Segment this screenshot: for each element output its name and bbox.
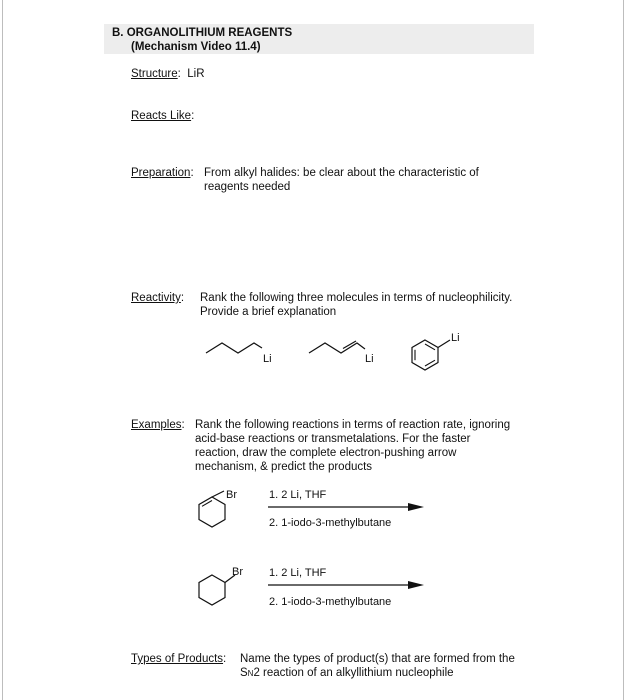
section-title: B. ORGANOLITHIUM REAGENTS [112,27,293,39]
butyl-chain [206,343,262,353]
preparation-label-row: Preparation: [131,167,194,179]
reaction-1-arrowhead [408,503,424,511]
reaction-2-step-2: 2. 1-iodo-3-methylbutane [269,596,392,608]
butyllithium-li-label: Li [263,353,272,365]
molecule-butenyllithium [305,335,385,375]
reaction-1-arrow [268,502,428,512]
butenyllithium-li-label: Li [365,353,374,365]
cyclohexene-ring [199,497,225,527]
reacts-like-label: Reacts Like [131,110,192,122]
structure-value: LiR [187,68,205,80]
preparation-label: Preparation [131,167,191,179]
types-of-products-text-2 [240,666,454,681]
reaction-2-substrate [190,563,260,613]
phenyllithium-li-label: Li [451,332,460,344]
reactivity-label-row: Reactivity: [131,292,185,304]
preparation-text-1: From alkyl halides: be clear about the characteristic of [204,167,479,179]
butenyl-chain [309,343,365,353]
structure-row: Structure: LiR [131,68,205,80]
types-of-products-label-row: Types of Products: [131,653,227,665]
reaction-2-step-1: 1. 2 Li, THF [269,567,327,579]
reaction-2-br-label: Br [232,566,243,578]
sn2-subscript-n: N [247,669,254,678]
examples-text-2: acid-base reactions or transmetalations. For the faster [195,433,471,445]
sn2-rest: 2 reaction of an alkyllithium nucleophile [253,667,454,679]
reaction-2-arrowhead [408,581,424,589]
phenyl-li-bond [438,340,450,348]
cyclohexane-ring [199,575,225,605]
preparation-text-2: reagents needed [204,181,291,193]
reacts-like-row: Reacts Like: [131,110,195,122]
examples-text-3: reaction, draw the complete electron-pushing arrow [195,447,457,459]
examples-text-1: Rank the following reactions in terms of reaction rate, ignoring [195,419,511,431]
reaction-2-arrow [268,580,428,590]
molecule-phenyllithium [405,328,475,376]
structure-label: Structure [131,68,178,80]
examples-label: Examples [131,419,182,431]
examples-text-4: mechanism, & predict the products [195,461,373,473]
section-subtitle: (Mechanism Video 11.4) [131,41,261,53]
reaction-1-step-1: 1. 2 Li, THF [269,489,327,501]
molecule-butyllithium [200,335,280,375]
types-of-products-text-1: Name the types of product(s) that are formed from the [240,653,515,665]
reactivity-text-1: Rank the following three molecules in terms of nucleophilicity. [200,292,513,304]
vinyl-br-bond [212,491,224,497]
types-of-products-label: Types of Products [131,653,224,665]
reactivity-text-2: Provide a brief explanation [200,306,337,318]
reactivity-label: Reactivity [131,292,181,304]
reaction-1-step-2: 2. 1-iodo-3-methylbutane [269,517,392,529]
examples-label-row: Examples: [131,419,185,431]
reaction-1-br-label: Br [226,489,237,501]
sn2-s: S [240,667,248,679]
reaction-1-substrate [190,485,260,535]
